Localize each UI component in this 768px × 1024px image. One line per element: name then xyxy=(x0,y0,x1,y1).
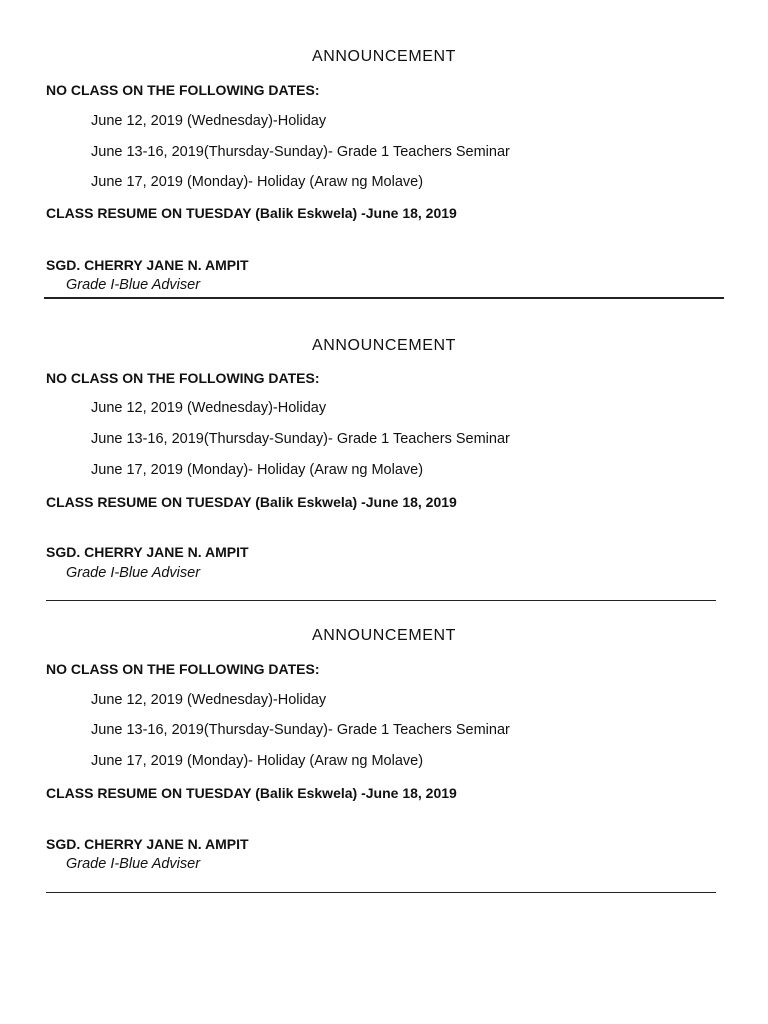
class-resume-notice: CLASS RESUME ON TUESDAY (Balik Eskwela) -June 18, 2019 xyxy=(46,785,457,801)
signer-name: SGD. CHERRY JANE N. AMPIT xyxy=(46,836,249,852)
date-item: June 12, 2019 (Wednesday)-Holiday xyxy=(91,692,327,708)
no-class-heading: NO CLASS ON THE FOLLOWING DATES: xyxy=(46,661,320,677)
date-item: June 12, 2019 (Wednesday)-Holiday xyxy=(91,400,327,416)
class-resume-notice: CLASS RESUME ON TUESDAY (Balik Eskwela) -June 18, 2019 xyxy=(46,494,457,510)
signer-name: SGD. CHERRY JANE N. AMPIT xyxy=(46,544,249,560)
separator-line xyxy=(46,892,716,893)
separator-line xyxy=(46,600,716,601)
signer-role: Grade I-Blue Adviser xyxy=(66,565,201,581)
date-item: June 13-16, 2019(Thursday-Sunday)- Grade 1 Teachers Seminar xyxy=(91,431,510,447)
date-item: June 13-16, 2019(Thursday-Sunday)- Grade 1 Teachers Seminar xyxy=(91,144,510,160)
date-item: June 13-16, 2019(Thursday-Sunday)- Grade 1 Teachers Seminar xyxy=(91,722,510,738)
announcement-title: ANNOUNCEMENT xyxy=(311,48,457,65)
signer-name: SGD. CHERRY JANE N. AMPIT xyxy=(46,257,249,273)
class-resume-notice: CLASS RESUME ON TUESDAY (Balik Eskwela) -June 18, 2019 xyxy=(46,205,457,221)
date-item: June 17, 2019 (Monday)- Holiday (Araw ng Molave) xyxy=(91,753,424,769)
announcement-title: ANNOUNCEMENT xyxy=(311,627,457,644)
no-class-heading: NO CLASS ON THE FOLLOWING DATES: xyxy=(46,370,320,386)
date-item: June 17, 2019 (Monday)- Holiday (Araw ng Molave) xyxy=(91,174,424,190)
separator-line xyxy=(44,297,724,299)
announcement-title: ANNOUNCEMENT xyxy=(311,337,457,354)
date-item: June 12, 2019 (Wednesday)-Holiday xyxy=(91,113,327,129)
signer-role: Grade I-Blue Adviser xyxy=(66,277,201,293)
date-item: June 17, 2019 (Monday)- Holiday (Araw ng Molave) xyxy=(91,462,424,478)
no-class-heading: NO CLASS ON THE FOLLOWING DATES: xyxy=(46,82,320,98)
signer-role: Grade I-Blue Adviser xyxy=(66,856,201,872)
